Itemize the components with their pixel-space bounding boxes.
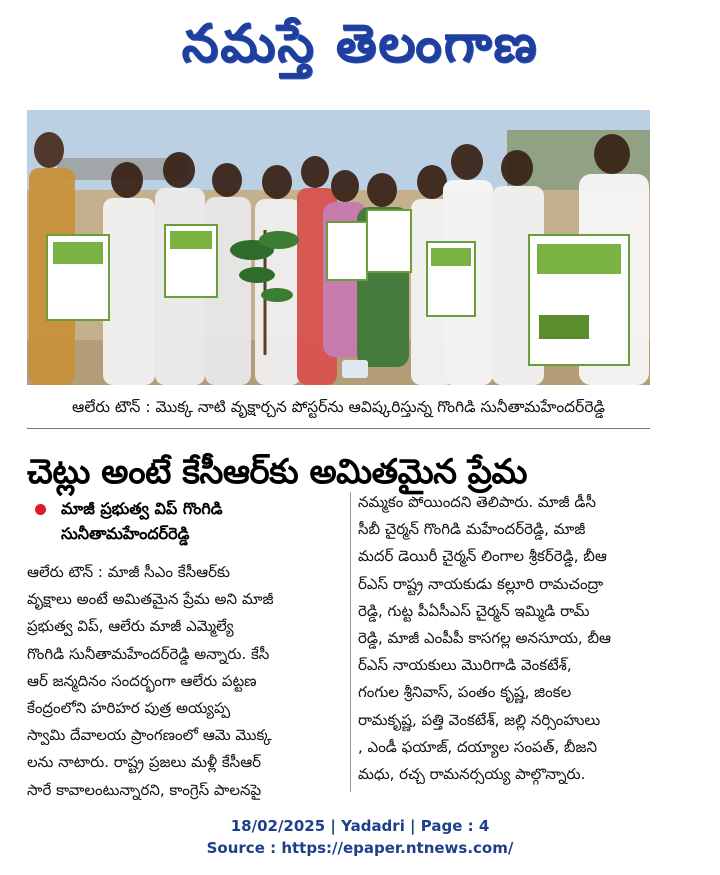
body-line: స్వామి దేవాలయ ప్రాంగణంలో ఆమె మొక్క: [27, 726, 272, 745]
section-divider: [27, 428, 650, 429]
column-divider: [350, 492, 351, 792]
subhead-line: సునీతామహేందర్‌రెడ్డి: [61, 524, 190, 543]
article-subhead: [27, 496, 342, 546]
body-line: ప్రభుత్వ విప్, ఆలేరు మాజీ ఎమ్మెల్యే: [27, 617, 234, 636]
subhead-line: మాజీ ప్రభుత్వ విప్ గొంగిడి: [61, 499, 223, 518]
newspaper-masthead: నమస్తే తెలంగాణ: [181, 14, 539, 74]
article-column-right: [358, 489, 650, 788]
body-line: ర్‌ఎస్ రాష్ట్ర నాయకుడు కల్లూరి రామచంద్రా: [358, 574, 604, 593]
body-line: రెడ్డి, మాజీ ఎంపీపీ కాసగల్ల అనసూయ, బీఆ: [358, 628, 611, 647]
body-line: సీబీ చైర్మన్ గొంగిడి మహేందర్‌రెడ్డి, మాజీ: [358, 520, 586, 539]
news-photo: [27, 110, 650, 385]
body-line: , ఎండీ ఫయాజ్, దయ్యాల సంపత్, బీజని: [358, 737, 597, 756]
group-photo-illustration: [27, 110, 650, 385]
body-line: వృక్షాలు అంటే అమితమైన ప్రేమ అని మాజీ: [27, 590, 274, 609]
body-line: రామకృష్ణ, పత్తి వెంకటేశ్, జల్లి నర్సింహులు: [358, 710, 601, 729]
body-line: మదర్ డెయిరీ చైర్మన్ లింగాల శ్రీకర్‌రెడ్డి, బీఆ: [358, 547, 607, 566]
body-line: సారే కావాలంటున్నారని, కాంగ్రెస్ పాలనపై: [27, 780, 262, 799]
footer-date-edition: 18/02/2025 | Yadadri | Page : 4: [230, 817, 490, 835]
body-line: నమ్మకం పోయిందని తెలిపారు. మాజీ డీసీ: [358, 493, 596, 511]
body-line: రెడ్డి, గుట్ట పీఏసీఎస్ చైర్మన్ ఇమ్మిడి రామ్: [358, 601, 590, 620]
article-headline: చెట్లు అంటే కేసీఆర్‌కు అమితమైన ప్రేమ: [27, 452, 527, 492]
body-line: ఆలేరు టౌన్ : మాజీ సీఎం కేసీఆర్‌కు: [27, 563, 230, 581]
body-line: కేంద్రంలోని హరిహర పుత్ర అయ్యప్ప: [27, 698, 231, 717]
body-line: ఆర్ జన్మదినం సందర్భంగా ఆలేరు పట్టణ: [27, 671, 257, 690]
footer-source-link[interactable]: Source : https://epaper.ntnews.com/: [206, 839, 514, 857]
body-line: గొంగిడి సునీతామహేందర్‌రెడ్డి అన్నారు. కేసీ: [27, 644, 270, 663]
bullet-icon: [35, 504, 46, 515]
photo-caption: ఆలేరు టౌన్ : మొక్క నాటి వృక్షార్చన పోస్టర్‌ను ఆవిష్కరిస్తున్న గొంగిడి సునీతామహేందర్‌రెడ్డి: [72, 398, 605, 416]
body-line: మధు, రచ్చ రామనర్సయ్య పాల్గొన్నారు.: [358, 764, 586, 783]
body-line: లను నాటారు. రాష్ట్ర ప్రజలు మళ్లీ కేసీఆర్: [27, 753, 262, 772]
body-line: గంగుల శ్రీనివాస్, పంతం కృష్ణ, జింకల: [358, 683, 572, 702]
body-line: ర్‌ఎస్ నాయకులు మొరిగాడి వెంకటేశ్,: [358, 656, 572, 675]
article-column-left: [27, 559, 342, 804]
